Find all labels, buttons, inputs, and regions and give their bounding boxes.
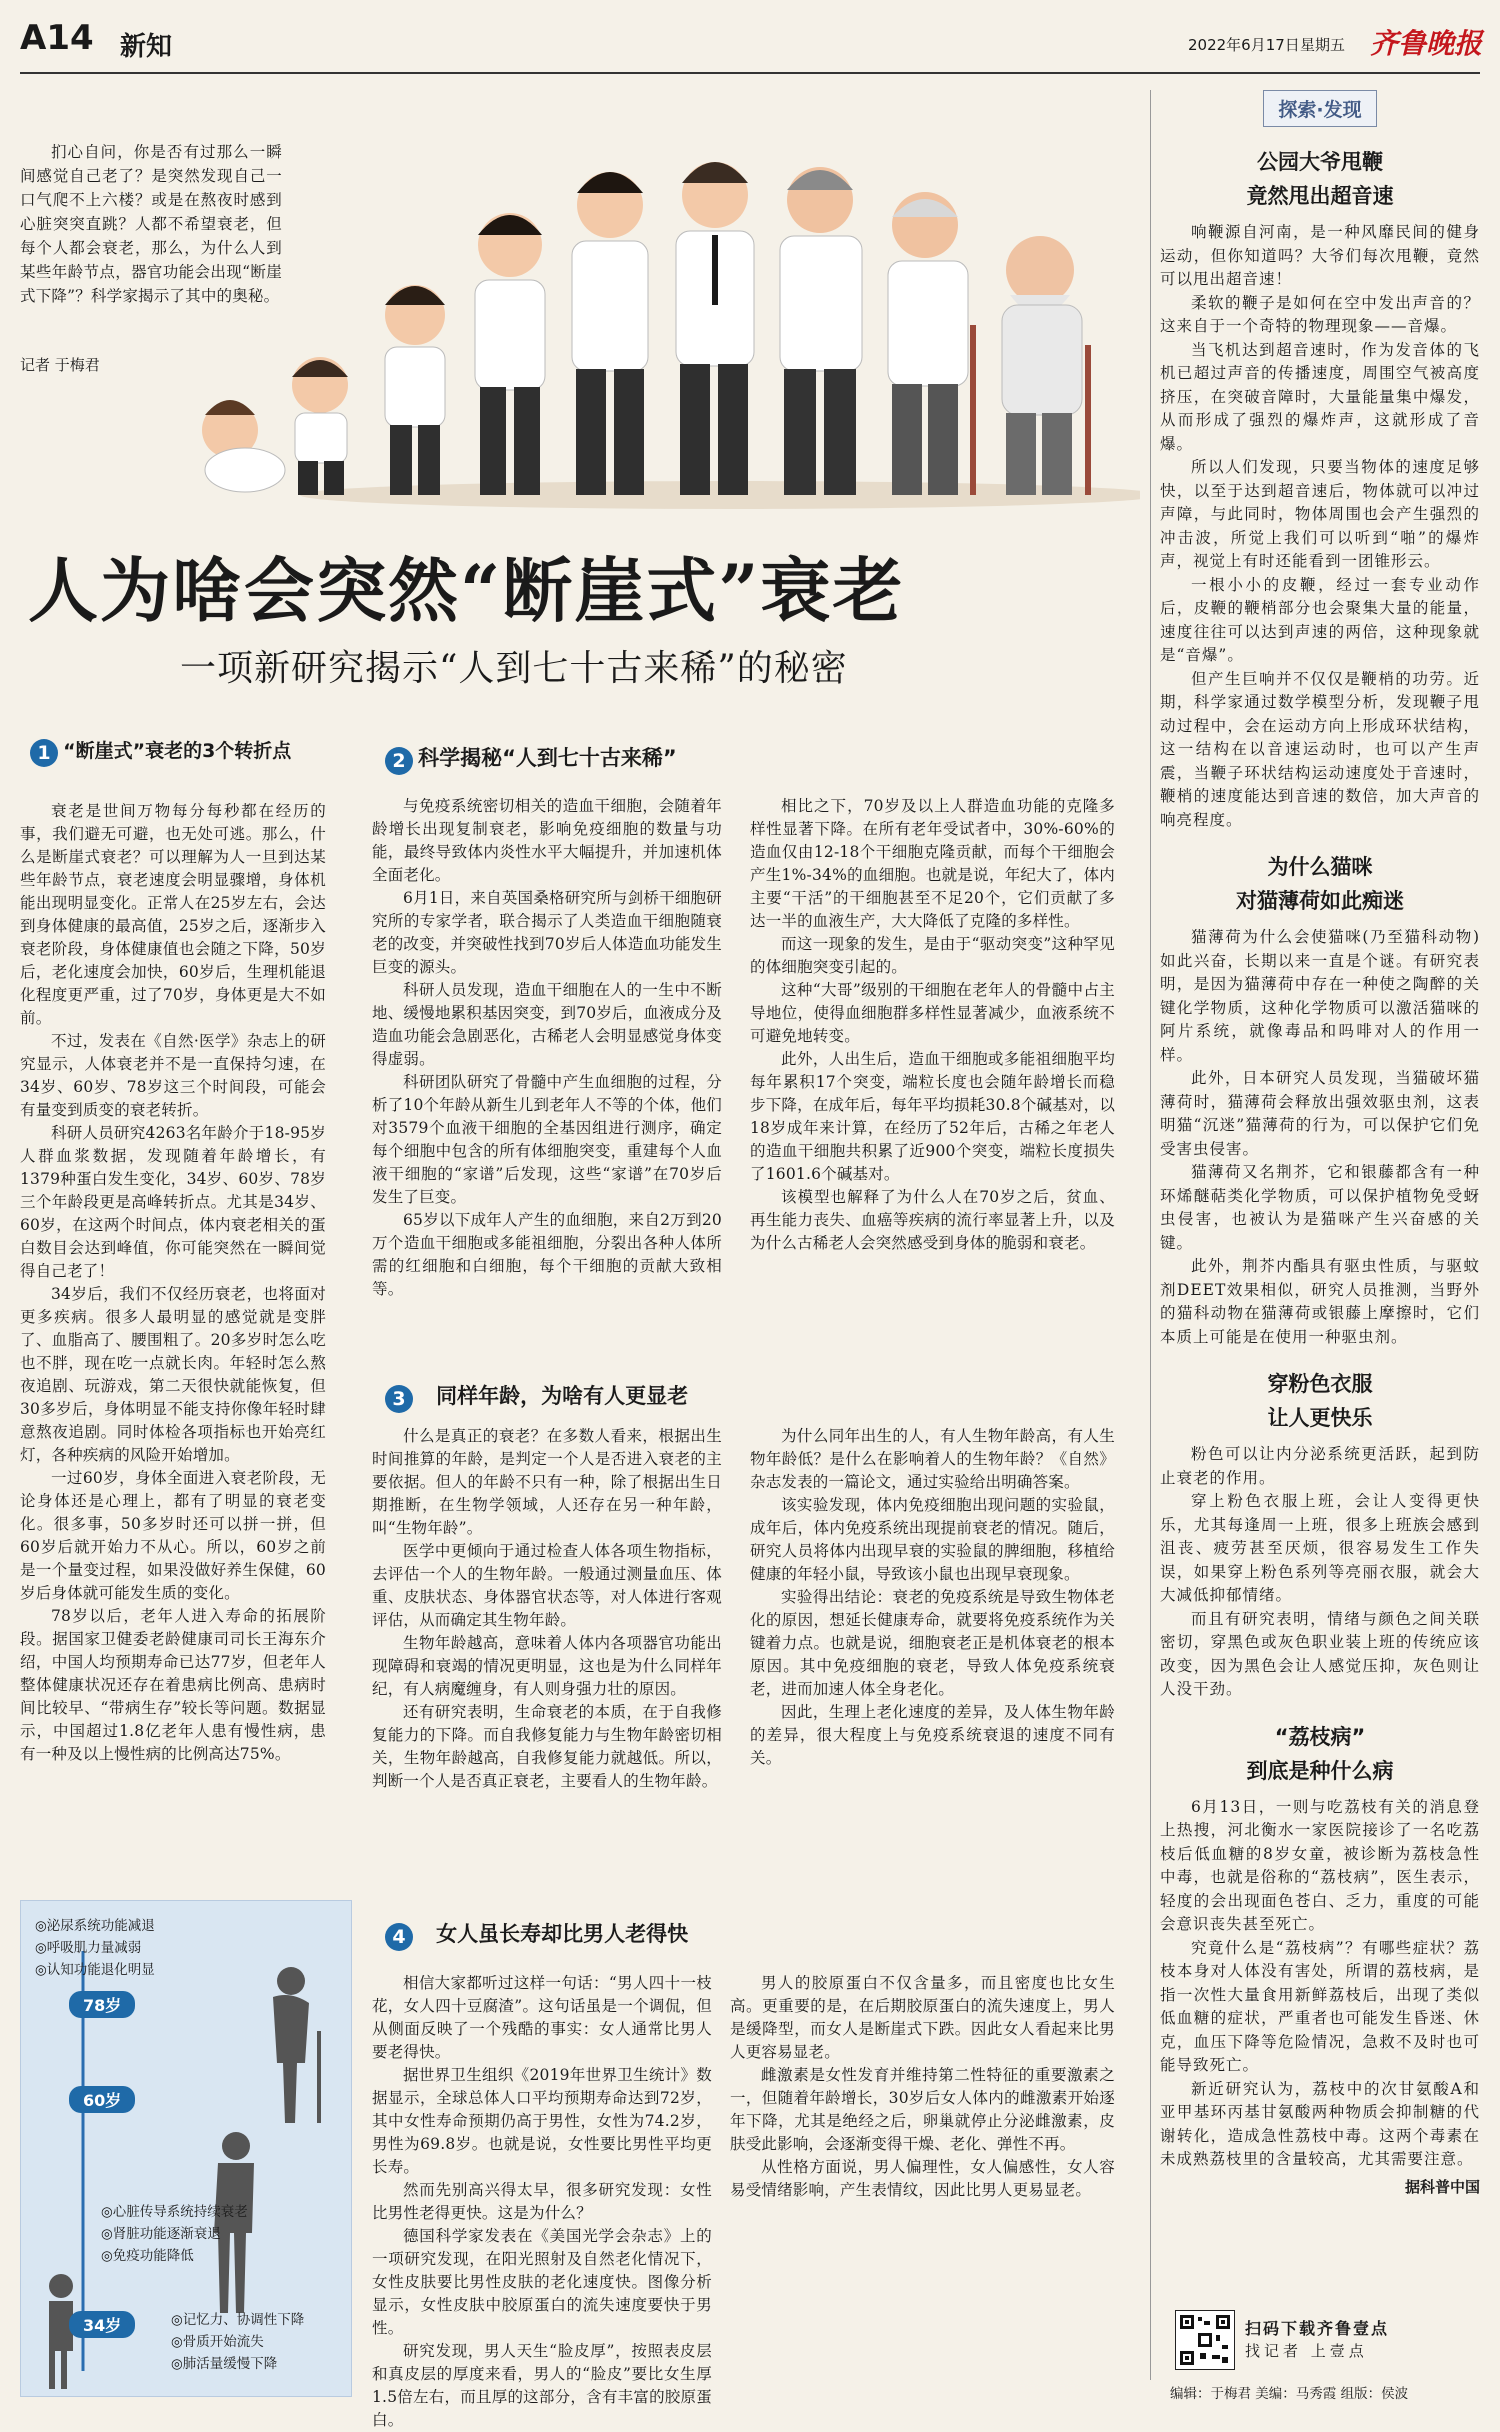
- section-4-heading: [385, 1918, 1085, 1951]
- section-2-title: 科学揭秘“人到七十古来稀”: [418, 746, 677, 770]
- sub-headline: 一项新研究揭示“人到七十古来稀”的秘密: [180, 648, 848, 689]
- age34-marker: 34岁: [69, 2311, 135, 2338]
- qr-subtitle: 找记者 上壹点: [1245, 2342, 1368, 2360]
- article-2-title: 为什么猫咪 对猫薄荷如此痴迷: [1236, 855, 1404, 913]
- editor-credits: 编辑：于梅君 美编：马秀霞 组版：侯波: [1170, 2386, 1409, 2402]
- section-3-number: 3: [385, 1385, 413, 1413]
- age60-marker: 60岁: [69, 2086, 135, 2113]
- article-4-body: 6月13日，一则与吃荔枝有关的消息登上热搜，河北衡水一家医院接诊了一名吃荔枝后低血糖的8岁女童，被诊断为荔枝急性中毒，也就是俗称的“荔枝病”，医生表示，轻度的会出现面色苍白、乏力，重度的可能会意识丧失甚至死亡。 究竟什么是“荔枝病”？有哪些症状？荔枝本身对人体没有害处，所谓的荔枝病，是指一次性大量食用新鲜荔枝后，出现了类似低血糖的症状，严重者也可能发生昏迷、休克，血压下降等危险情况，急救不及时也可能导致死亡。 新近研究认为，荔枝中的次甘氨酸A和亚甲基环丙基甘氨酸两种物质会抑制糖的代谢转化，造成急性荔枝中毒。这两个毒素在未成熟荔枝里的含量较高，尤其需要注意。: [1160, 1797, 1480, 2168]
- article-4-source: 据科普中国: [1404, 2177, 1480, 2196]
- article-1-title: 公园大爷甩鞭 竟然甩出超音速: [1246, 150, 1394, 208]
- section-1-title: “断崖式”衰老的3个转折点: [63, 740, 292, 762]
- sidebar-divider: [1150, 90, 1151, 2380]
- age60-symptoms: ◎心脏传导系统持续衰老 ◎肾脏功能逐渐衰退 ◎免疫功能降低: [101, 2204, 248, 2264]
- issue-weekday: 星期五: [1300, 36, 1346, 54]
- sidebar: [1160, 90, 1480, 2197]
- section-1-number: 1: [30, 739, 58, 767]
- section-3-title: 同样年龄，为啥有人更显老: [436, 1384, 689, 1408]
- section-4-body-col2: 男人的胶原蛋白不仅含量多，而且密度也比女生高。更重要的是，在后期胶原蛋白的流失速度上，男人是缓降型，而女人是断崖式下跌。因此女人看起来比男人更容易显老。 雌激素是女性发育并维持第二性特征的重要激素之一，但随着年龄增长，30岁后女人体内的雌激素开始逐年下降，尤其是绝经之后，卵巢就停止分泌雌激素，皮肤受此影响，会逐渐变得干燥、老化、弹性不再。 从性格方面说，男人偏理性，女人偏感性，女人容易受情绪影响，产生表情纹，因此比男人更易显老。: [730, 1974, 1115, 2199]
- section-3-heading: [385, 1380, 1085, 1413]
- age78-marker: 78岁: [69, 1991, 135, 2018]
- header-rule: [20, 72, 1480, 74]
- teen-figure: [475, 213, 545, 495]
- section-3-body-col2: 为什么同年出生的人，有人生物年龄高，有人生物年龄低？是什么在影响着人的生物年龄？《自然》杂志发表的一篇论文，通过实验给出明确答案。 该实验发现，体内免疫细胞出现问题的实验鼠，成年后，体内免疫系统出现提前衰老的情况。随后，研究人员将体内出现早衰的实验鼠的脾细胞，移植给健康的年轻小鼠，导致该小鼠也出现早衰现象。 实验得出结论：衰老的免疫系统是导致生物体老化的原因，想延长健康寿命，就要将免疫系统作为关键着力点。也就是说，细胞衰老正是机体衰老的根本原因。其中免疫细胞的衰老，导致人体免疫系统衰老，进而加速人体全身老化。 因此，生理上老化速度的差异，及人体生物年龄的差异，很大程度上与免疫系统衰退的速度不同有关。: [750, 1427, 1115, 1767]
- section-1-heading: [30, 736, 310, 767]
- section-2-body-col2: 相比之下，70岁及以上人群造血功能的克隆多样性显著下降。在所有老年受试者中，30%-60%的造血仅由12-18个干细胞克隆贡献，而每个干细胞会产生1%-34%的血细胞。也就是说，年纪大了，体内主要“干活”的干细胞甚至不足20个，它们贡献了多达一半的血液生产，大大降低了克隆的多样性。 而这一现象的发生，是由于“驱动突变”这种罕见的体细胞突变引起的。 这种“大哥”级别的干细胞在老年人的骨髓中占主导地位，使得血细胞群多样性显著减少，血液系统不可避免地转变。 此外，人出生后，造血干细胞或多能祖细胞平均每年累积17个突变，端粒长度也会随年龄增长而稳步下降，在成年后，每年平均损耗30.8个碱基对，以18岁成年来计算，在经历了52年后，古稀之年老人的造血干细胞共积累了近900个突变，端粒长度损失了1601.6个碱基对。 该模型也解释了为什么人在70岁之后，贫血、再生能力丧失、血癌等疾病的流行率显著上升，以及为什么古稀老人会突然感受到身体的脆弱和衰老。: [750, 797, 1116, 1252]
- article-2-body: 猫薄荷为什么会使猫咪(乃至猫科动物)如此兴奋，长期以来一直是个谜。有研究表明，是因为猫薄荷中存在一种使之陶醉的关键化学物质，这种化学物质可以激活猫咪的阿片系统，就像毒品和吗啡对人的作用一样。 此外，日本研究人员发现，当猫破坏猫薄荷时，猫薄荷会释放出强效驱虫剂，这表明猫“沉迷”猫薄荷的行为，可以保护它们免受害虫侵害。 猫薄荷又名荆芥，它和银藤都含有一种环烯醚萜类化学物质，可以保护植物免受蚜虫侵害，也被认为是猫咪产生兴奋感的关键。 此外，荆芥内酯具有驱虫性质，与驱蚊剂DEET效果相似，研究人员推测，当野外的猫科动物在猫薄荷或银藤上摩擦时，它们本质上可能是在使用一种驱虫剂。: [1160, 928, 1480, 1346]
- section-1-body: 衰老是世间万物每分每秒都在经历的事，我们避无可避，也无处可逃。那么，什么是断崖式衰老？可以理解为人一旦到达某些年龄节点，衰老速度会明显骤增，身体机能出现明显变化。正常人在25岁左右，会达到身体健康的最高值，25岁之后，逐渐步入衰老阶段，身体健康值也会随之下降，50岁后，老化速度会加快，60岁后，生理机能退化程度更严重，过了70岁，身体更是大不如前。 不过，发表在《自然·医学》杂志上的研究显示，人体衰老并不是一直保持匀速，在34岁、60岁、78岁这三个时间段，可能会有量变到质变的衰老转折。 科研人员研究4263名年龄介于18-95岁人群血浆数据，发现随着年龄增长，有1379种蛋白发生变化，34岁、60岁、78岁三个年龄段更是高峰转折点。尤其是34岁、60岁，在这两个时间点，体内衰老相关的蛋白数目会达到峰值，你可能突然在一瞬间觉得自己老了！ 34岁后，我们不仅经历衰老，也将面对更多疾病。很多人最明显的感觉就是变胖了、血脂高了、腰围粗了。20多岁时怎么吃也不胖，现在吃一点就长肉。年轻时怎么熬夜追剧、玩游戏，第二天很快就能恢复，但30多岁后，身体明显不能支持你像年轻时肆意熬夜追剧。同时体检各项指标也开始亮红灯，各种疾病的风险开始增加。 一过60岁，身体全面进入衰老阶段，无论身体还是心理上，都有了明显的衰老变化。很多事，50多岁时还可以拼一拼，但60岁后就开始力不从心。所以，60岁之前是一个量变过程，如果没做好养生保健，60岁后身体就可能发生质的变化。 78岁以后，老年人进入寿命的拓展阶段。据国家卫健委老龄健康司司长王海东介绍，中国人均预期寿命已达77岁，但老年人整体健康状况还存在着患病比例高、患病时间比较早、“带病生存”较长等问题。数据显示，中国超过1.8亿老年人患有慢性病，患有一种及以上慢性病的比例高达75%。: [20, 802, 326, 1763]
- toddler-figure: [292, 357, 348, 495]
- infographic-elderly-figure: [273, 1967, 321, 2123]
- article-3-title: 穿粉色衣服 让人更快乐: [1267, 1372, 1373, 1430]
- byline: 记者 于梅君: [20, 356, 100, 374]
- section-2-heading: [385, 742, 1085, 775]
- aging-illustration: [170, 95, 1140, 515]
- article-1-body: 响鞭源自河南，是一种风靡民间的健身运动，但你知道吗？大爷们每次甩鞭，竟然可以甩出超音速！ 柔软的鞭子是如何在空中发出声音的？这来自于一个奇特的物理现象——音爆。 当飞机达到超音速时，作为发音体的飞机已超过声音的传播速度，周围空气被高度挤压，在突破音障时，大量能量集中爆发，从而形成了强烈的爆炸声，这就形成了音爆。 所以人们发现，只要当物体的速度足够快，以至于达到超音速后，物体就可以冲过声障，与此同时，物体周围也会产生强烈的冲击波，所觉上我们可以听到“啪”的爆炸声，视觉上有时还能看到一团锥形云。 一根小小的皮鞭，经过一套专业动作后，皮鞭的鞭梢部分也会聚集大量的能量，速度往往可以达到声速的两倍，这种现象就是“音爆”。 但产生巨响并不仅仅是鞭梢的功劳。近期，科学家通过数学模型分析，发现鞭子甩动过程中，会在运动方向上形成环状结构，这一结构在以音速运动时，也可以产生声震，当鞭子环状结构运动速度处于音速时，鞭梢的速度能达到音速的数倍，加大声音的响亮程度。: [1160, 223, 1480, 829]
- child-figure: [385, 285, 445, 495]
- elderly-figure-cane: [888, 192, 976, 495]
- section-2-number: 2: [385, 747, 413, 775]
- age34-symptoms: ◎记忆力、协调性下降 ◎骨质开始流失 ◎肺活量缓慢下降: [171, 2312, 305, 2372]
- aging-infographic: [20, 1900, 352, 2397]
- section-3-body-col1: 什么是真正的衰老？在多数人看来，根据出生时间推算的年龄，是判定一个人是否进入衰老的主要依据。但人的年龄不只有一种，除了根据出生日期推断，在生物学领域，人还存在另一种年龄，叫“生物年龄”。 医学中更倾向于通过检查人体各项生物指标，去评估一个人的生物年龄。一般通过测量血压、体重、皮肤状态、身体器官状态等，对人体进行客观评估，从而确定其生物年龄。 生物年龄越高，意味着人体内各项器官功能出现障碍和衰竭的情况更明显，这也是为什么同样年纪，有人病魔缠身，有人则身强力壮的原因。 还有研究表明，生命衰老的本质，在于自我修复能力的下降。而自我修复能力与生物年龄密切相关，生物年龄越高，自我修复能力就越低。所以，判断一个人是否真正衰老，主要看人的生物年龄。: [372, 1427, 722, 1790]
- qr-title: 扫码下载齐鲁壹点: [1245, 2319, 1390, 2338]
- age78-symptoms: ◎泌尿系统功能减退 ◎呼吸肌力量减弱 ◎认知功能退化明显: [35, 1918, 155, 1978]
- qr-code-icon[interactable]: [1175, 2310, 1235, 2370]
- intro-paragraph: 扪心自问，你是否有过那么一瞬间感觉自己老了？是突然发现自己一口气爬不上六楼？或是在熬夜时感到心脏突突直跳？人都不希望衰老，但每个人都会衰老，那么，为什么人到某些年龄节点，器官功能会出现“断崖式下降”？科学家揭示了其中的奥秘。: [20, 143, 282, 305]
- sidebar-tag: 探索·发现: [1160, 90, 1480, 127]
- section-4-number: 4: [385, 1923, 413, 1951]
- adult-figure: [676, 162, 754, 495]
- middle-aged-figure: [780, 167, 862, 495]
- article-3-body: 粉色可以让内分泌系统更活跃，起到防止衰老的作用。 穿上粉色衣服上班，会让人变得更快乐，尤其每逢周一上班，很多上班族会感到沮丧、疲劳甚至厌烦，很容易发生工作失误，如果穿上粉色系列等亮丽衣服，就会大大减低抑郁情绪。 而且有研究表明，情绪与颜色之间关联密切，穿黑色或灰色职业装上班的传统应该改变，因为黑色会让人感觉压抑，灰色则让人没干劲。: [1160, 1445, 1480, 1698]
- article-4-title: “荔枝病” 到底是种什么病: [1246, 1724, 1394, 1783]
- newspaper-logo: 齐鲁晚报: [1370, 27, 1483, 60]
- very-old-figure: [1002, 236, 1091, 495]
- section-2-body-col1: 与免疫系统密切相关的造血干细胞，会随着年龄增长出现复制衰老，影响免疫细胞的数量与功能，最终导致体内炎性水平大幅提升，并加速机体全面老化。 6月1日，来自英国桑格研究所与剑桥干细胞研究所的专家学者，联合揭示了人类造血干细胞随衰老的改变，并突破性找到70岁后人体造血功能发生巨变的源头。 科研人员发现，造血干细胞在人的一生中不断地、缓慢地累积基因突变，到70岁后，血液成分及造血功能会急剧恶化，古稀老人会明显感觉身体变得虚弱。 科研团队研究了骨髓中产生血细胞的过程，分析了10个年龄从新生儿到老年人不等的个体，他们对3579个血液干细胞的全基因组进行测序，确定每个细胞中包含的所有体细胞突变，重建每个人血液干细胞的“家谱”后发现，这些“家谱”在70岁后发生了巨变。 65岁以下成年人产生的血细胞，来自2万到20万个造血干细胞或多能祖细胞，分裂出各种人体所需的红细胞和白细胞，每个干细胞的贡献大致相等。: [372, 797, 722, 1298]
- baby-figure: [202, 400, 285, 492]
- section-4-body-col1: 相信大家都听过这样一句话：“男人四十一枝花，女人四十豆腐渣”。这句话虽是一个调侃，但从侧面反映了一个残酷的事实：女人通常比男人要老得快。 据世界卫生组织《2019年世界卫生统计》数据显示，全球总体人口平均预期寿命达到72岁，其中女性寿命预期仍高于男性，女性为74.2岁，男性为69.8岁。也就是说，女性要比男性平均更长寿。 然而先别高兴得太早，很多研究发现：女性比男性老得更快。这是为什么？ 德国科学家发表在《美国光学会杂志》上的一项研究发现，在阳光照射及自然老化情况下，女性皮肤要比男性皮肤的老化速度快。图像分析显示，女性皮肤中胶原蛋白的流失速度要快于男性。 研究发现，男人天生“脸皮厚”，按照表皮层和真皮层的厚度来看，男人的“脸皮”要比女生厚1.5倍左右，而且厚的这部分，含有丰富的胶原蛋白。: [372, 1974, 712, 2429]
- section-4-title: 女人虽长寿却比男人老得快: [436, 1922, 689, 1946]
- young-adult-figure: [572, 172, 648, 495]
- issue-date: 2022年6月17日: [1188, 36, 1300, 54]
- section-name: 新知: [120, 32, 173, 62]
- qr-code-block[interactable]: [1175, 2310, 1475, 2370]
- main-headline: 人为啥会突然“断崖式”衰老: [28, 549, 905, 632]
- page-number: A14: [20, 18, 94, 58]
